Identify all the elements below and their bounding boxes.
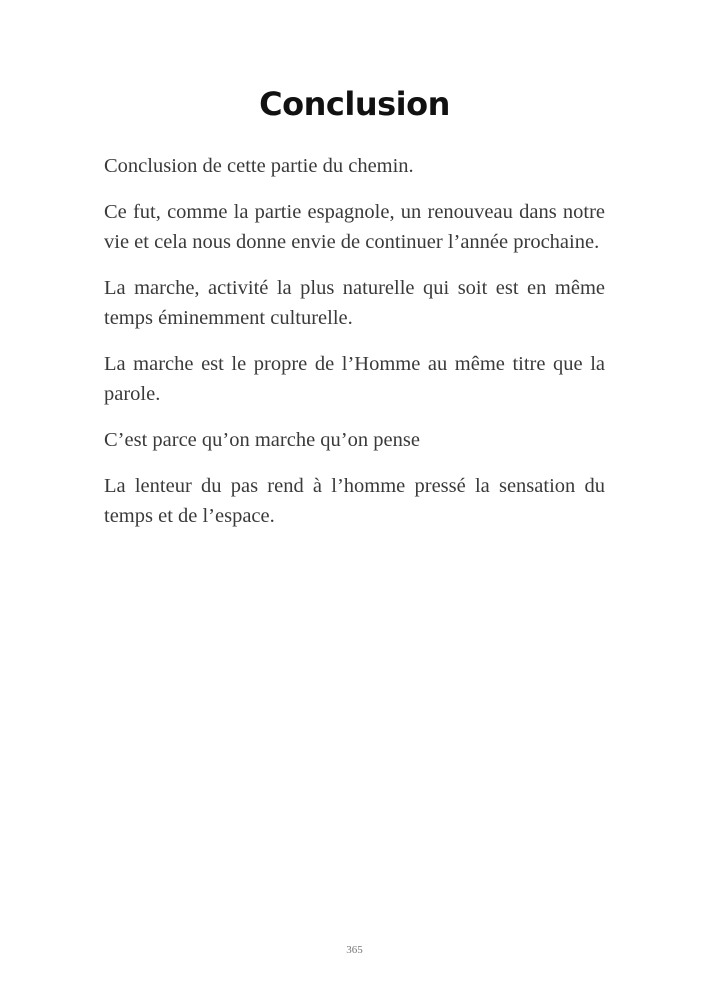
page-title: Conclusion bbox=[259, 85, 450, 123]
paragraph-3: La marche, activité la plus naturelle qui soit est en même temps éminemment culturelle. bbox=[104, 277, 605, 329]
paragraph-5: C’est parce qu’on marche qu’on pense bbox=[104, 429, 420, 451]
paragraph-2: Ce fut, comme la partie espagnole, un renouveau dans notre vie et cela nous donne envie de continuer l’année prochaine. bbox=[104, 201, 605, 253]
page-number: 365 bbox=[346, 944, 363, 956]
paragraph-1: Conclusion de cette partie du chemin. bbox=[104, 155, 414, 177]
body-text bbox=[104, 151, 605, 547]
paragraph-4: La marche est le propre de l’Homme au même titre que la parole. bbox=[104, 353, 605, 405]
paragraph-6: La lenteur du pas rend à l’homme pressé la sensation du temps et de l’espace. bbox=[104, 475, 605, 527]
